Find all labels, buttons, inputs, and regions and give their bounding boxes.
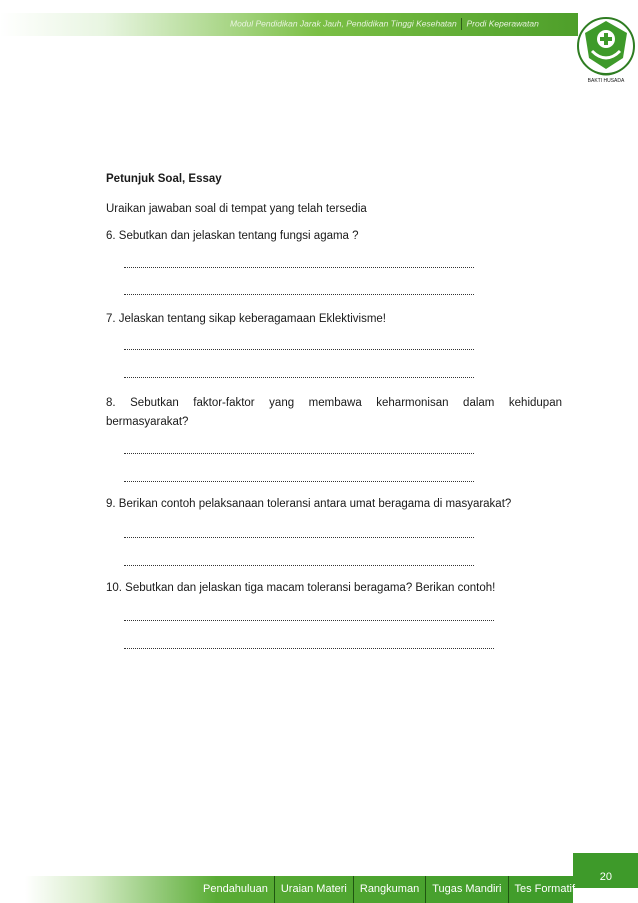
answer-line[interactable] <box>124 294 474 296</box>
question-9: 9. Berikan contoh pelaksanaan toleransi antara umat beragama di masyarakat? <box>106 498 512 510</box>
header-separator <box>461 18 462 30</box>
logo-caption: BAKTI HUSADA <box>587 78 625 84</box>
answer-line[interactable] <box>124 648 494 650</box>
question-10: 10. Sebutkan dan jelaskan tiga macam toleransi beragama? Berikan contoh! <box>106 582 496 594</box>
page-number: 20 <box>599 871 612 883</box>
question-6: 6. Sebutkan dan jelaskan tentang fungsi agama ? <box>106 230 359 242</box>
answer-line[interactable] <box>124 620 494 622</box>
nav-tes-formatif[interactable]: Tes Formatif <box>514 883 576 895</box>
nav-rangkuman[interactable]: Rangkuman <box>354 876 426 903</box>
question-8-line2: bermasyarakat? <box>106 416 189 428</box>
header-module-title: Modul Pendidikan Jarak Jauh, Pendidikan Tinggi Kesehatan <box>230 18 457 29</box>
header-program-name: Prodi Keperawatan <box>466 18 539 29</box>
question-8-line1: 8. Sebutkan faktor-faktor yang membawa keharmonisan dalam kehidupan <box>106 397 562 409</box>
module-header <box>230 18 539 30</box>
question-7: 7. Jelaskan tentang sikap keberagamaan Eklektivisme! <box>106 313 386 325</box>
answer-line[interactable] <box>124 377 474 379</box>
nav-tugas-mandiri[interactable]: Tugas Mandiri <box>426 876 508 903</box>
nav-pendahuluan[interactable]: Pendahuluan <box>197 876 275 903</box>
nav-uraian-materi[interactable]: Uraian Materi <box>275 876 354 903</box>
answer-line[interactable] <box>124 349 474 351</box>
footer-nav <box>197 876 581 903</box>
section-title: Petunjuk Soal, Essay <box>106 173 222 185</box>
answer-line[interactable] <box>124 537 474 539</box>
page-number-box <box>573 853 638 888</box>
instruction-text: Uraikan jawaban soal di tempat yang telah tersedia <box>106 203 367 215</box>
answer-line[interactable] <box>124 267 474 269</box>
bakti-husada-logo-icon <box>575 3 637 89</box>
answer-line[interactable] <box>124 481 474 483</box>
answer-line[interactable] <box>124 565 474 567</box>
answer-line[interactable] <box>124 453 474 455</box>
